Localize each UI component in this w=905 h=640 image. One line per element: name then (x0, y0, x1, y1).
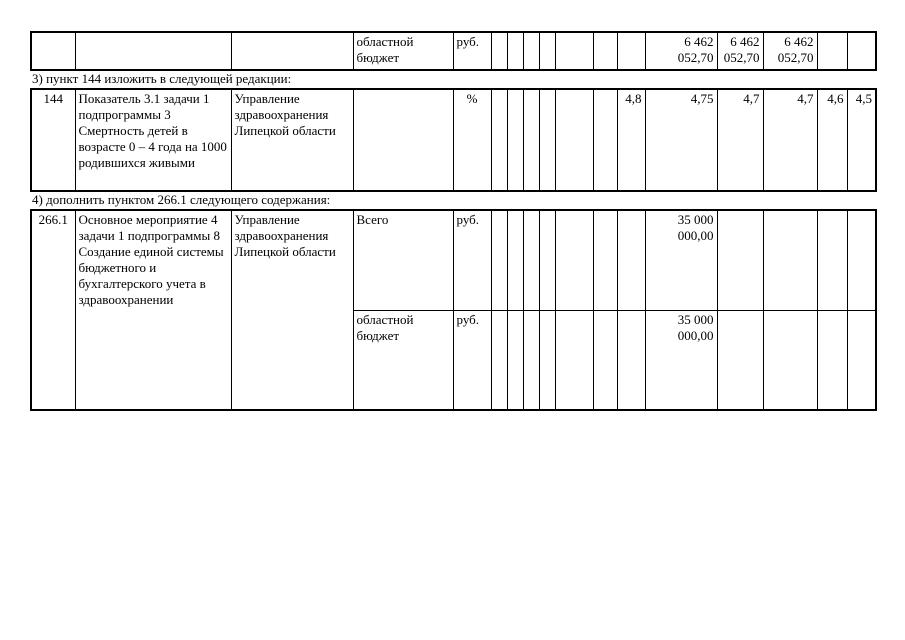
cell-value-3: 4,7 (763, 89, 817, 191)
table-row (31, 89, 876, 191)
cell-empty (763, 310, 817, 410)
cell-empty (507, 210, 523, 310)
cell-empty (763, 210, 817, 310)
cell-num (31, 32, 75, 70)
cell-empty (491, 89, 507, 191)
cell-empty (353, 89, 453, 191)
cell-value-2: 6 462 052,70 (717, 32, 763, 70)
cell-empty (523, 210, 539, 310)
table-row (31, 32, 876, 70)
document-page (30, 31, 875, 411)
cell-empty (617, 32, 645, 70)
cell-executor (231, 32, 353, 70)
cell-empty (617, 210, 645, 310)
cell-num: 266.1 (31, 210, 75, 410)
cell-empty (491, 310, 507, 410)
cell-empty (593, 210, 617, 310)
cell-empty (491, 32, 507, 70)
cell-unit: руб. (453, 32, 491, 70)
cell-name: Показатель 3.1 задачи 1 подпрограммы 3 Смертность детей в возрасте 0 – 4 года на 1000 родившихся живыми (75, 89, 231, 191)
cell-empty (817, 210, 847, 310)
cell-value-0: 4,8 (617, 89, 645, 191)
cell-empty (523, 89, 539, 191)
cell-empty (491, 210, 507, 310)
cell-value-1: 4,75 (645, 89, 717, 191)
cell-empty (523, 32, 539, 70)
cell-value-2: 4,7 (717, 89, 763, 191)
cell-empty (507, 32, 523, 70)
cell-empty (555, 32, 593, 70)
cell-unit: руб. (453, 310, 491, 410)
cell-executor: Управление здравоохранения Липецкой области (231, 89, 353, 191)
cell-empty (593, 310, 617, 410)
cell-source: Всего (353, 210, 453, 310)
cell-empty (507, 310, 523, 410)
cell-empty (847, 310, 876, 410)
cell-empty (539, 210, 555, 310)
cell-value-5: 4,5 (847, 89, 876, 191)
table-item-266-1 (30, 209, 877, 411)
cell-empty (717, 210, 763, 310)
table-item-144 (30, 88, 877, 192)
cell-executor: Управление здравоохранения Липецкой области (231, 210, 353, 410)
cell-empty (847, 210, 876, 310)
table-continuation (30, 31, 877, 71)
cell-empty (847, 32, 876, 70)
cell-empty (717, 310, 763, 410)
cell-empty (539, 310, 555, 410)
cell-num: 144 (31, 89, 75, 191)
cell-empty (555, 310, 593, 410)
cell-empty (523, 310, 539, 410)
cell-value-1: 35 000 000,00 (645, 310, 717, 410)
amendment-note-3: 3) пункт 144 изложить в следующей редакции: (32, 71, 292, 86)
cell-name: Основное мероприятие 4 задачи 1 подпрограммы 8 Создание единой системы бюджетного и бухгалтерского учета в здравоохранении (75, 210, 231, 410)
cell-empty (507, 89, 523, 191)
cell-empty (617, 310, 645, 410)
cell-name (75, 32, 231, 70)
cell-empty (539, 89, 555, 191)
cell-empty (593, 89, 617, 191)
cell-empty (555, 89, 593, 191)
cell-unit: руб. (453, 210, 491, 310)
cell-source: областной бюджет (353, 32, 453, 70)
cell-empty (817, 32, 847, 70)
cell-empty (817, 310, 847, 410)
table-row (31, 210, 876, 310)
cell-value-3: 6 462 052,70 (763, 32, 817, 70)
cell-empty (593, 32, 617, 70)
cell-value-4: 4,6 (817, 89, 847, 191)
cell-value-1: 35 000 000,00 (645, 210, 717, 310)
amendment-note-4: 4) дополнить пунктом 266.1 следующего содержания: (32, 192, 331, 207)
cell-empty (555, 210, 593, 310)
cell-source: областной бюджет (353, 310, 453, 410)
cell-empty (539, 32, 555, 70)
cell-value-1: 6 462 052,70 (645, 32, 717, 70)
cell-unit: % (453, 89, 491, 191)
